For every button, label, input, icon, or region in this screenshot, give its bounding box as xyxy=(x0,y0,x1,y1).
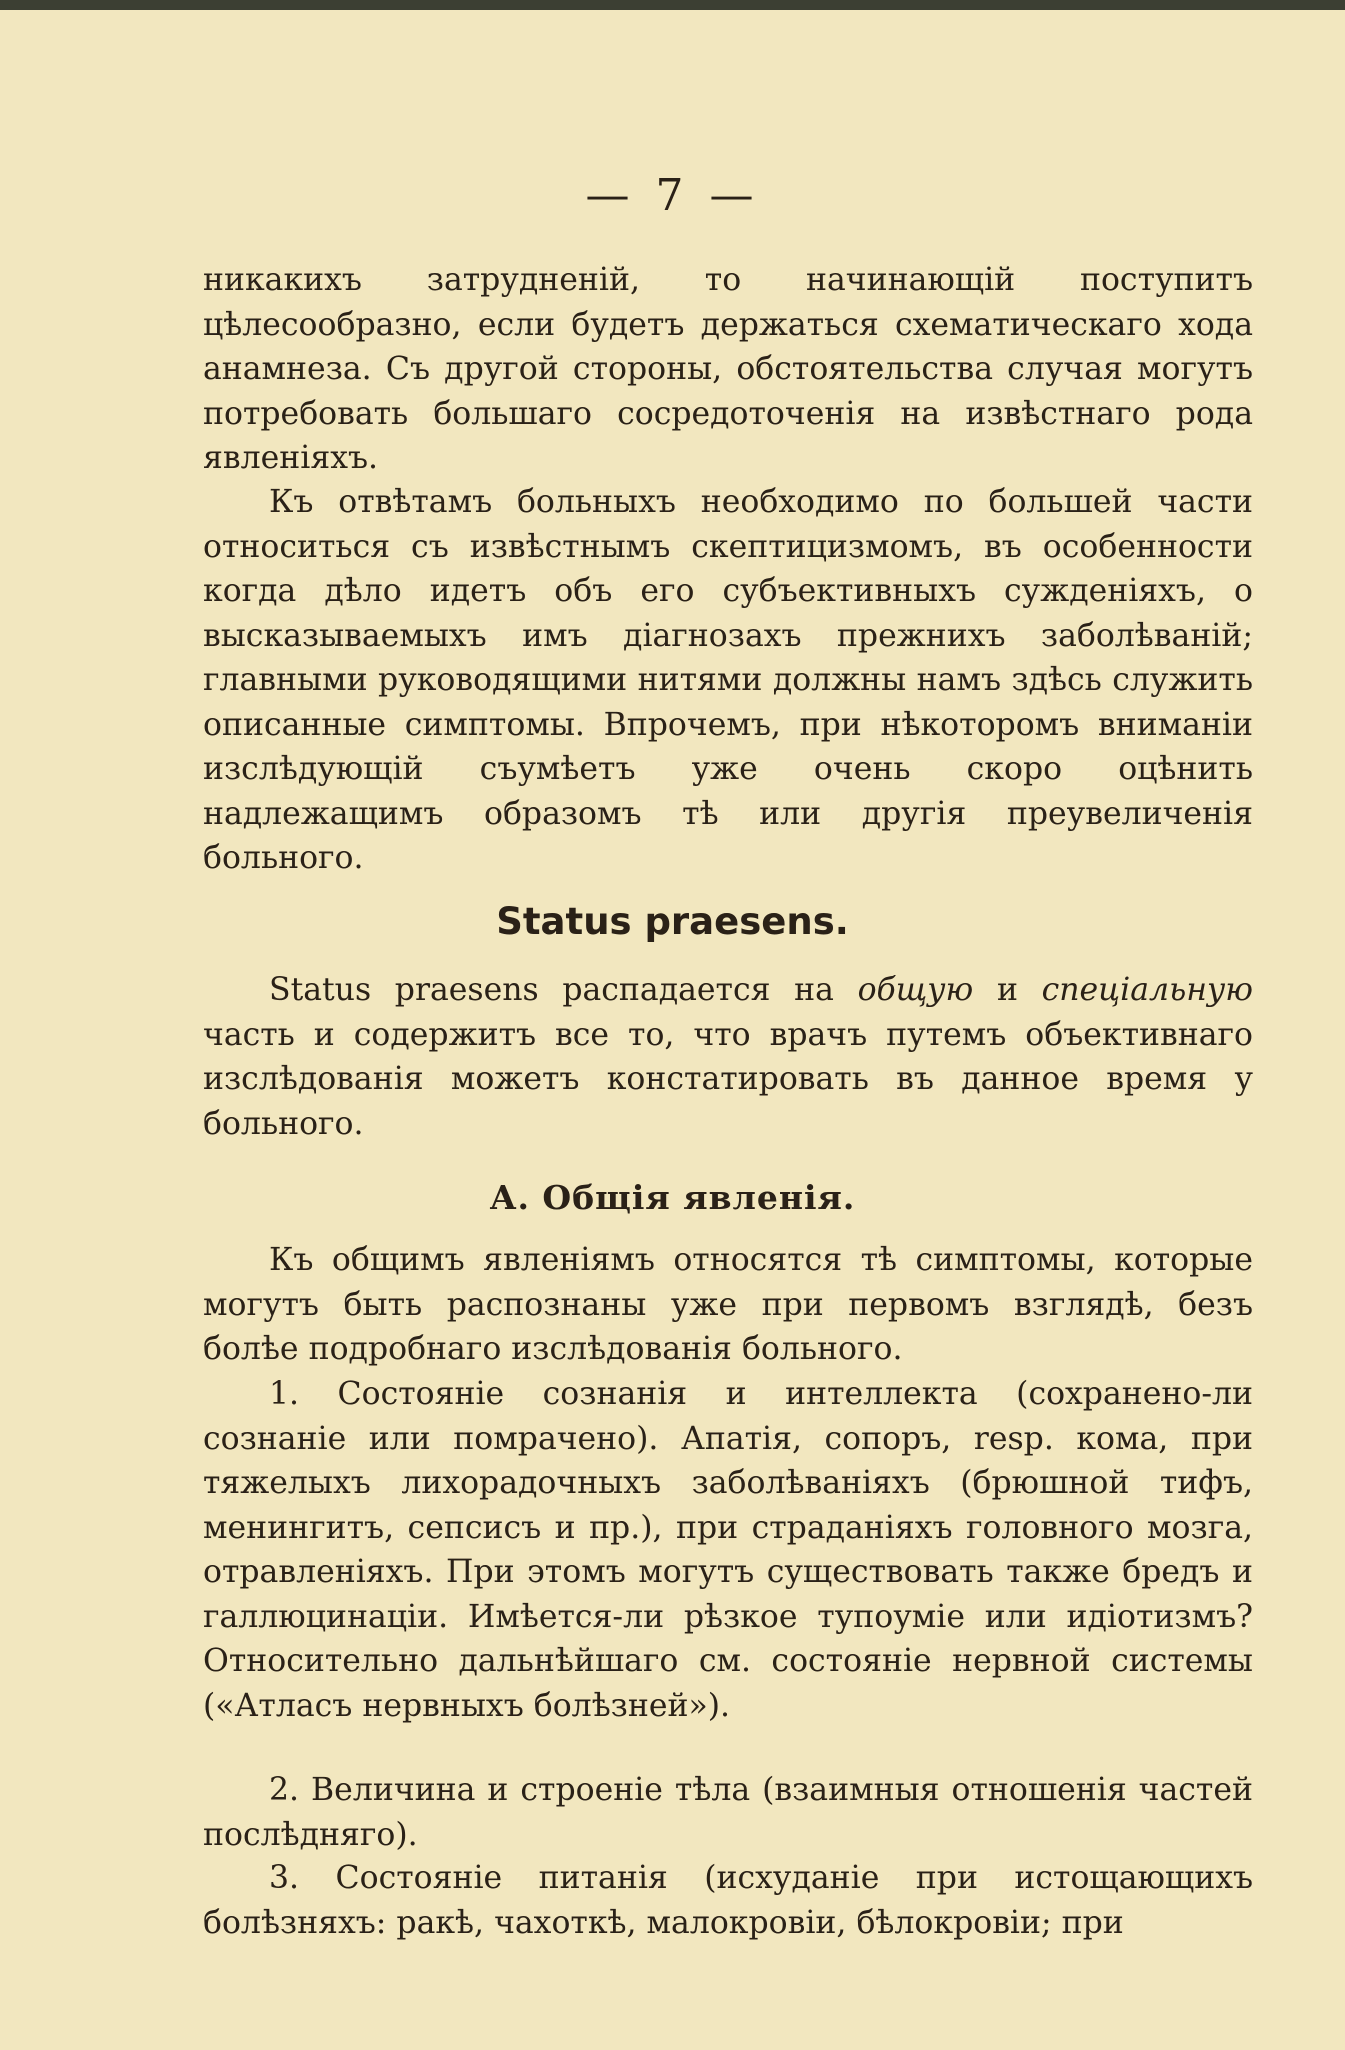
paragraph-status-text-3: часть и содержитъ все то, что врачъ путемъ объективнаго изслѣдованія можетъ констатировать въ данное время у больного. xyxy=(203,1016,1253,1142)
paragraph-status-text-1: Status praesens распадается на xyxy=(269,972,858,1008)
list-item-nutrition: 3. Состояніе питанія (исхуданіе при истощающихъ болѣзняхъ: ракѣ, чахоткѣ, малокровіи, бѣлокровіи; при xyxy=(203,1860,1253,1941)
paragraph-status-text-2: и xyxy=(973,972,1042,1008)
paragraph-general-phenomena: Къ общимъ явленіямъ относятся тѣ симптомы, которые могутъ быть распознаны уже при первомъ взглядѣ, безъ болѣе подробнаго изслѣдованія больного. xyxy=(203,1242,1253,1367)
page-top-edge xyxy=(0,0,1345,10)
page-number: — 7 — xyxy=(585,170,760,221)
list-item-body-size: 2. Величина и строеніе тѣла (взаимныя отношенія частей послѣдняго). xyxy=(203,1772,1253,1853)
heading-status-praesens: Status praesens. xyxy=(496,900,849,943)
paragraph-patient-answers: Къ отвѣтамъ больныхъ необходимо по большей части относиться съ извѣстнымъ скептицизмомъ, въ особенности когда дѣло идетъ объ его субъективныхъ сужденіяхъ, о высказываемыхъ имъ діагнозахъ прежнихъ заболѣваній; главными руководящими нитями должны намъ здѣсь служить описанные симптомы. Впрочемъ, при нѣкоторомъ вниманіи изслѣдующій съумѣетъ уже очень скоро оцѣнить надлежащимъ образомъ тѣ или другія преувеличенія больного. xyxy=(203,484,1253,876)
paragraph-status-praesens xyxy=(203,968,1253,1146)
term-general: общую xyxy=(857,972,974,1008)
heading-general-phenomena: А. Общія явленія. xyxy=(489,1178,856,1217)
term-special: спеціальную xyxy=(1041,972,1253,1008)
paragraph-anamnesis-end: никакихъ затрудненій, то начинающій поступитъ цѣлесообразно, если будетъ держаться схематическаго хода анамнеза. Съ другой стороны, обстоятельства случая могутъ потребовать большаго сосредоточенія на извѣстнаго рода явленіяхъ. xyxy=(203,262,1253,476)
list-item-consciousness: 1. Состояніе сознанія и интеллекта (сохранено-ли сознаніе или помрачено). Апатія, сопоръ, resp. кома, при тяжелыхъ лихорадочныхъ заболѣваніяхъ (брюшной тифъ, менингитъ, сепсисъ и пр.), при страданіяхъ головного мозга, отравленіяхъ. При этомъ могутъ существовать также бредъ и галлюцинаціи. Имѣется-ли рѣзкое тупоуміе или идіотизмъ? Относительно дальнѣйшаго см. состояніе нервной системы («Атласъ нервныхъ болѣзней»). xyxy=(203,1376,1253,1724)
